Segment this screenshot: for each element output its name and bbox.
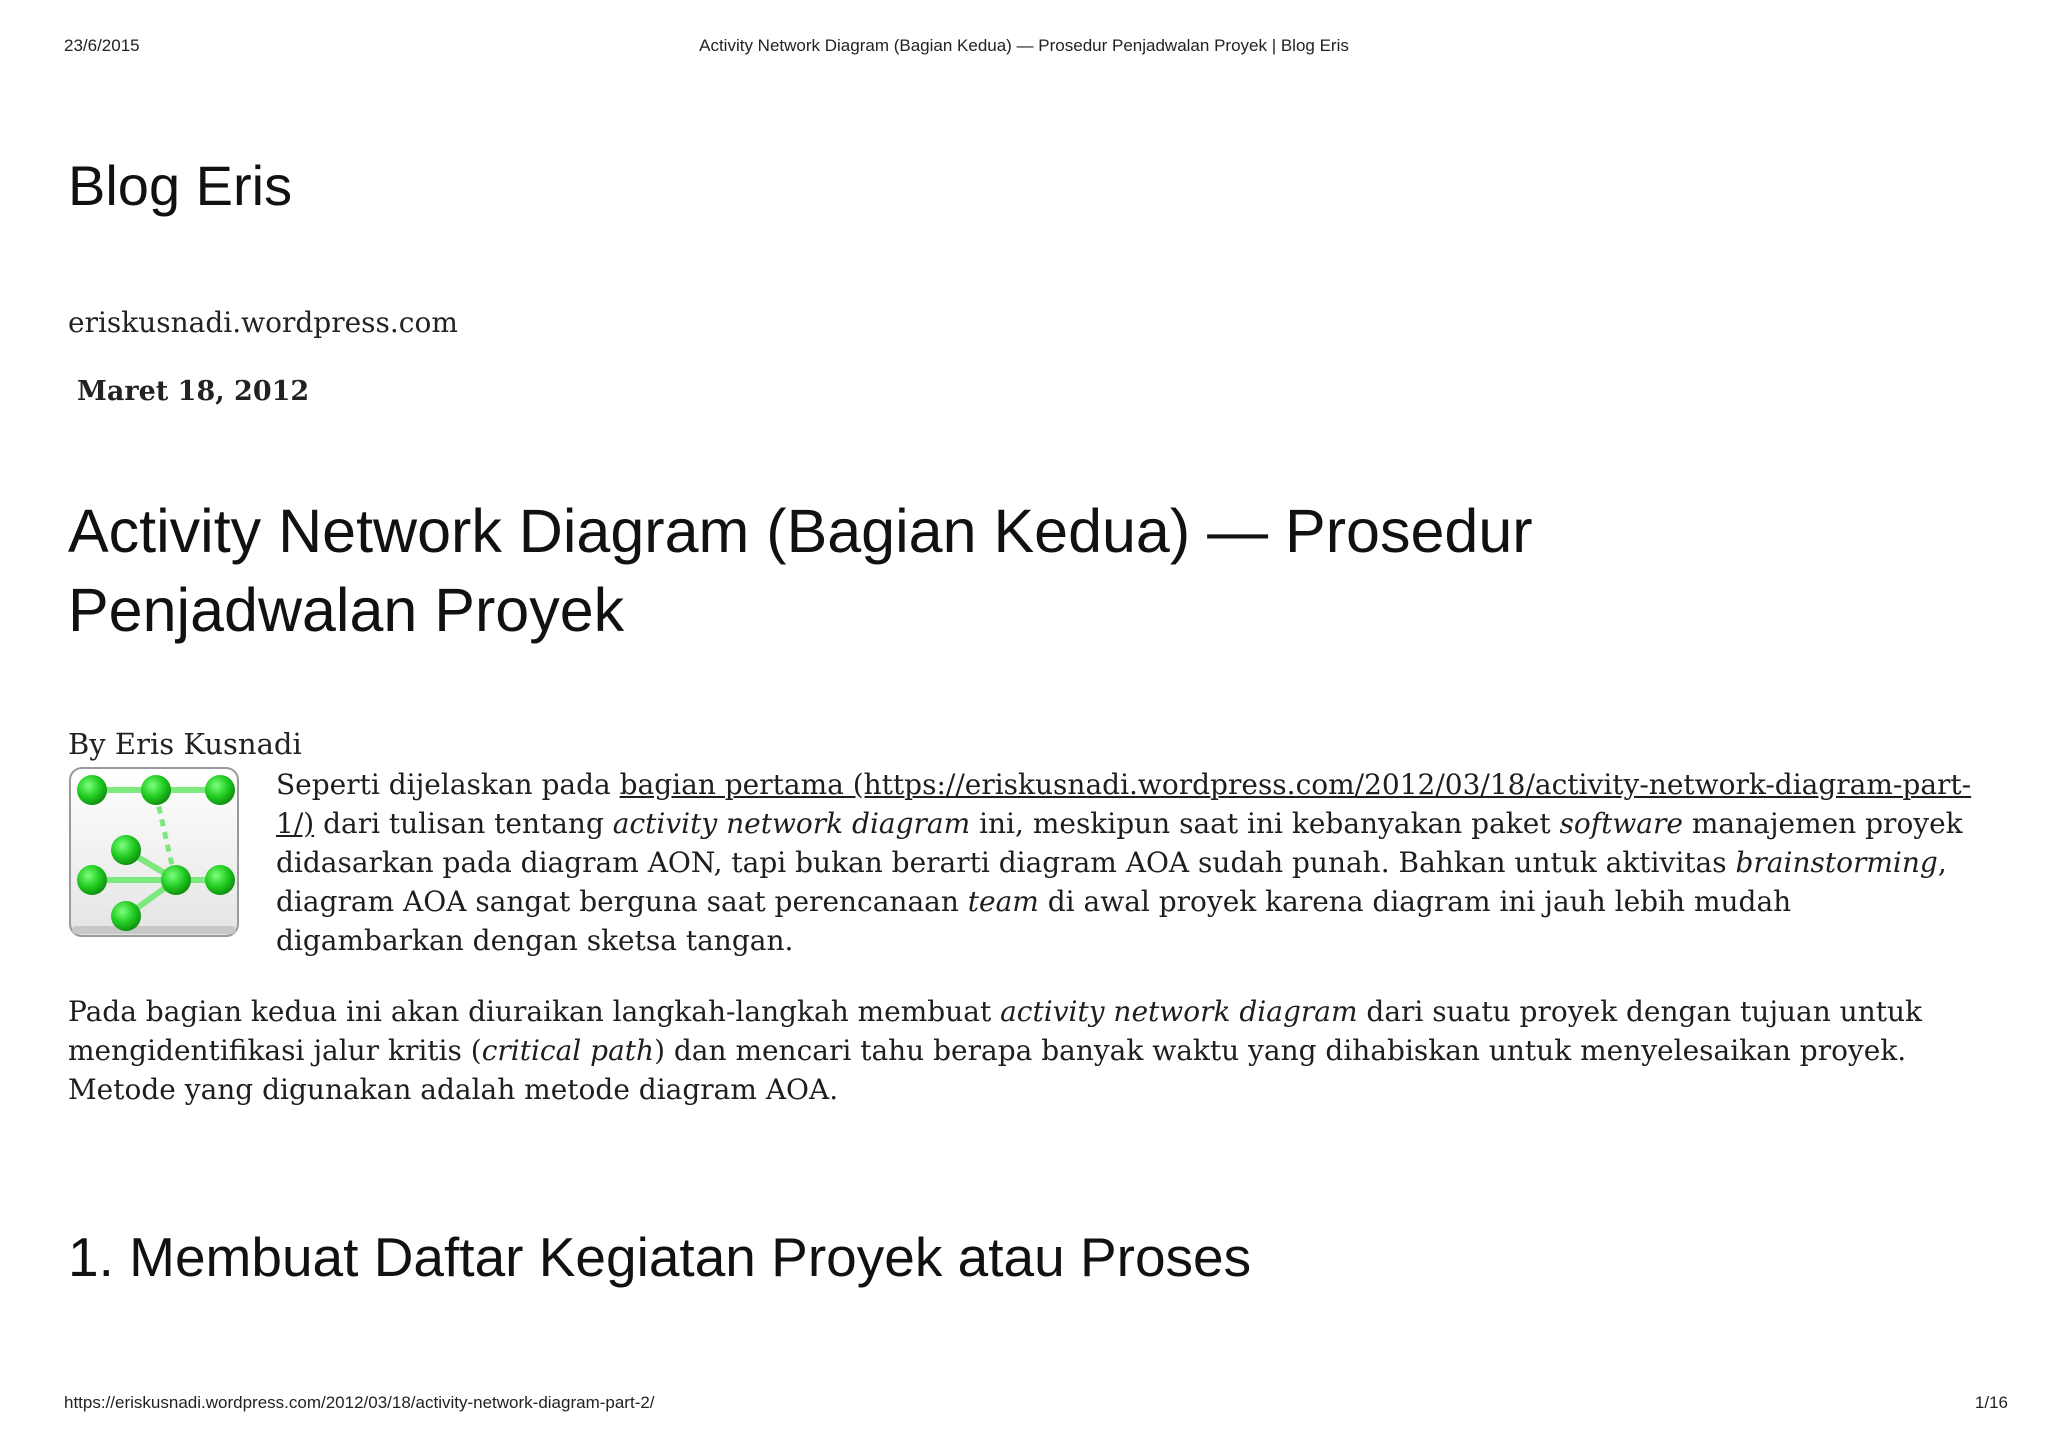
emphasis: software [1559,807,1683,840]
print-date: 23/6/2015 [64,36,140,55]
emphasis: brainstorming [1735,846,1938,879]
site-url: eriskusnadi.wordpress.com [68,306,458,339]
print-footer [64,1393,2008,1417]
print-url: https://eriskusnadi.wordpress.com/2012/03/18/activity-network-diagram-part-2/ [64,1393,655,1412]
emphasis: team [967,885,1039,918]
print-document-title: Activity Network Diagram (Bagian Kedua) — Prosedur Penjadwalan Proyek | Blog Eris [699,36,1349,55]
text: manajemen proyek didasarkan pada diagram AON, tapi bukan berarti diagram AOA sudah punah. Bahkan untuk aktivitas [276,807,1963,879]
page-number: 1/16 [1974,1393,2008,1412]
part-one-link[interactable]: bagian pertama (https://eriskusnadi.wordpress.com/2012/03/18/activity-network-diagram-part-1/) [276,768,1972,840]
print-header [64,36,1984,60]
text: dari tulisan tentang [314,807,613,840]
post-byline: By Eris Kusnadi [68,727,302,761]
text: di awal proyek karena diagram ini jauh lebih mudah digambarkan dengan sketsa tangan. [276,885,1792,957]
network-diagram-graphic [68,766,240,938]
text: , diagram AOA sangat berguna saat perencanaan [276,846,1947,918]
text: dari suatu proyek dengan tujuan untuk mengidentifikasi jalur kritis ( [68,995,1922,1067]
emphasis: activity network diagram [612,807,971,840]
intro-paragraph [276,765,1976,960]
emphasis: critical path [481,1034,655,1067]
body-paragraph [68,992,1988,1109]
activity-network-diagram-icon [68,766,240,938]
text: ini, meskipun saat ini kebanyakan paket [970,807,1560,840]
text: Seperti dijelaskan pada [276,768,620,801]
site-title[interactable]: Blog Eris [68,154,293,217]
emphasis: activity network diagram [1000,995,1358,1028]
post-title: Activity Network Diagram (Bagian Kedua) — Prosedur Penjadwalan Proyek [68,497,1533,644]
text: Pada bagian kedua ini akan diuraikan langkah-langkah membuat [68,995,1001,1028]
section-heading: 1. Membuat Daftar Kegiatan Proyek atau Proses [68,1226,1252,1288]
post-date: Maret 18, 2012 [77,376,310,407]
text: ) dan mencari tahu berapa banyak waktu yang dihabiskan untuk menyelesaikan proyek. Metode yang digunakan adalah metode diagram AOA. [68,1034,1907,1106]
